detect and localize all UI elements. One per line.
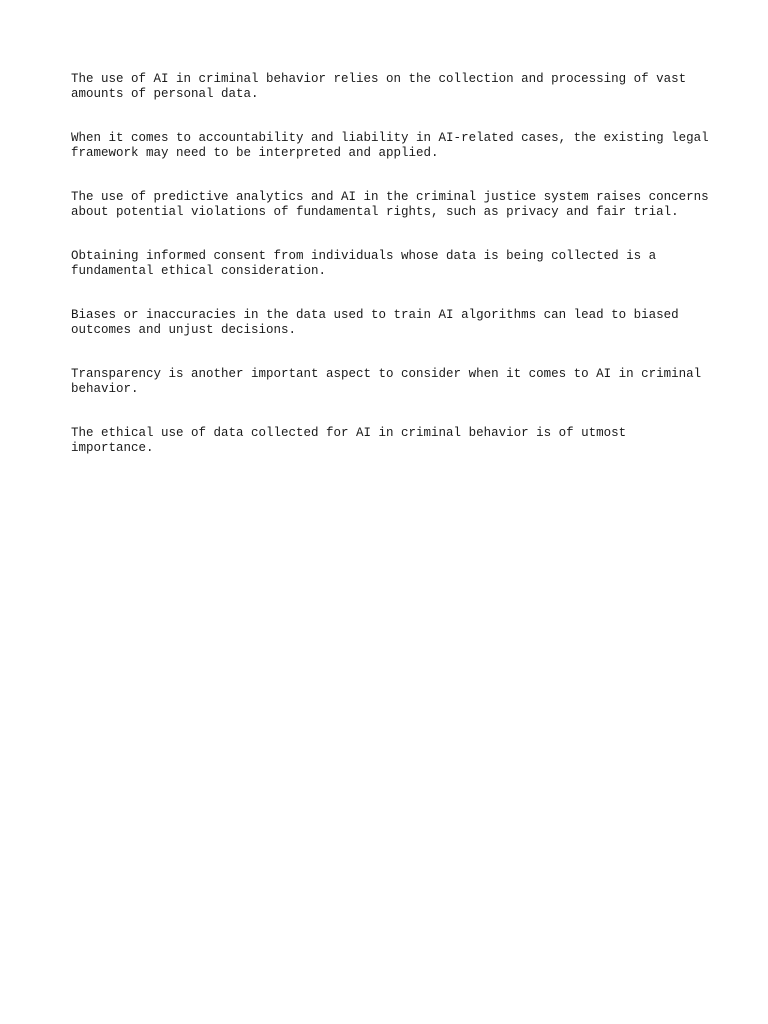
paragraph-ethical-use: The ethical use of data collected for AI in criminal behavior is of utmost importance. [71, 426, 627, 455]
paragraph-accountability: When it comes to accountability and liability in AI-related cases, the existing legal framework may need to be interpreted and applied. [71, 131, 709, 160]
paragraph-data-collection: The use of AI in criminal behavior relies on the collection and processing of vast amounts of personal data. [71, 72, 687, 101]
paragraph-informed-consent: Obtaining informed consent from individuals whose data is being collected is a fundamental ethical consideration. [71, 249, 657, 278]
document-page [71, 72, 711, 485]
paragraph-fundamental-rights: The use of predictive analytics and AI in the criminal justice system raises concerns about potential violations of fundamental rights, such as privacy and fair trial. [71, 190, 709, 219]
paragraph-transparency: Transparency is another important aspect to consider when it comes to AI in criminal behavior. [71, 367, 702, 396]
paragraph-biases: Biases or inaccuracies in the data used to train AI algorithms can lead to biased outcomes and unjust decisions. [71, 308, 679, 337]
